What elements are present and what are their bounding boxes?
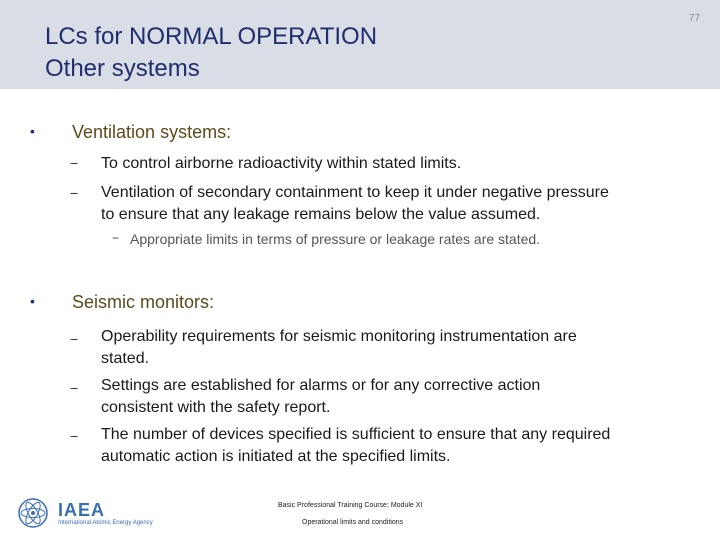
- bullet-icon: •: [30, 293, 35, 309]
- footer-course: Basic Professional Training Course; Module XI: [278, 502, 423, 509]
- dash-icon: −: [70, 428, 79, 444]
- bullet-icon: •: [30, 123, 35, 139]
- slide-title: [45, 21, 377, 85]
- list-item: Ventilation of secondary containment to keep it under negative pressure to ensure that any leakage remains below the value assumed.: [101, 184, 609, 223]
- dash-icon: −: [70, 155, 79, 171]
- sub-list-item: Appropriate limits in terms of pressure or leakage rates are stated.: [130, 231, 541, 247]
- list-item: Settings are established for alarms or for any corrective action consistent with the safety report.: [101, 377, 541, 416]
- footer-module-title: Operational limits and conditions: [302, 519, 404, 526]
- section-heading-ventilation: Ventilation systems:: [72, 122, 232, 142]
- list-item: To control airborne radioactivity within stated limits.: [101, 155, 462, 172]
- list-item: The number of devices specified is sufficient to ensure that any required automatic action is initiated at the specified limits.: [101, 426, 611, 465]
- logo-name: IAEA: [58, 500, 106, 520]
- title-line-1: LCs for NORMAL OPERATION: [45, 23, 378, 50]
- dash-icon: −: [112, 231, 120, 245]
- iaea-logo-icon: [14, 495, 52, 531]
- dash-icon: −: [70, 380, 79, 396]
- list-item: Operability requirements for seismic monitoring instrumentation are stated.: [101, 328, 577, 367]
- logo-subtitle: International Atomic Energy Agency: [58, 520, 153, 526]
- dash-icon: −: [70, 185, 79, 201]
- title-line-2: Other systems: [45, 55, 200, 82]
- section-heading-seismic: Seismic monitors:: [72, 292, 215, 312]
- dash-icon: −: [70, 331, 79, 347]
- page-number: 77: [689, 13, 701, 24]
